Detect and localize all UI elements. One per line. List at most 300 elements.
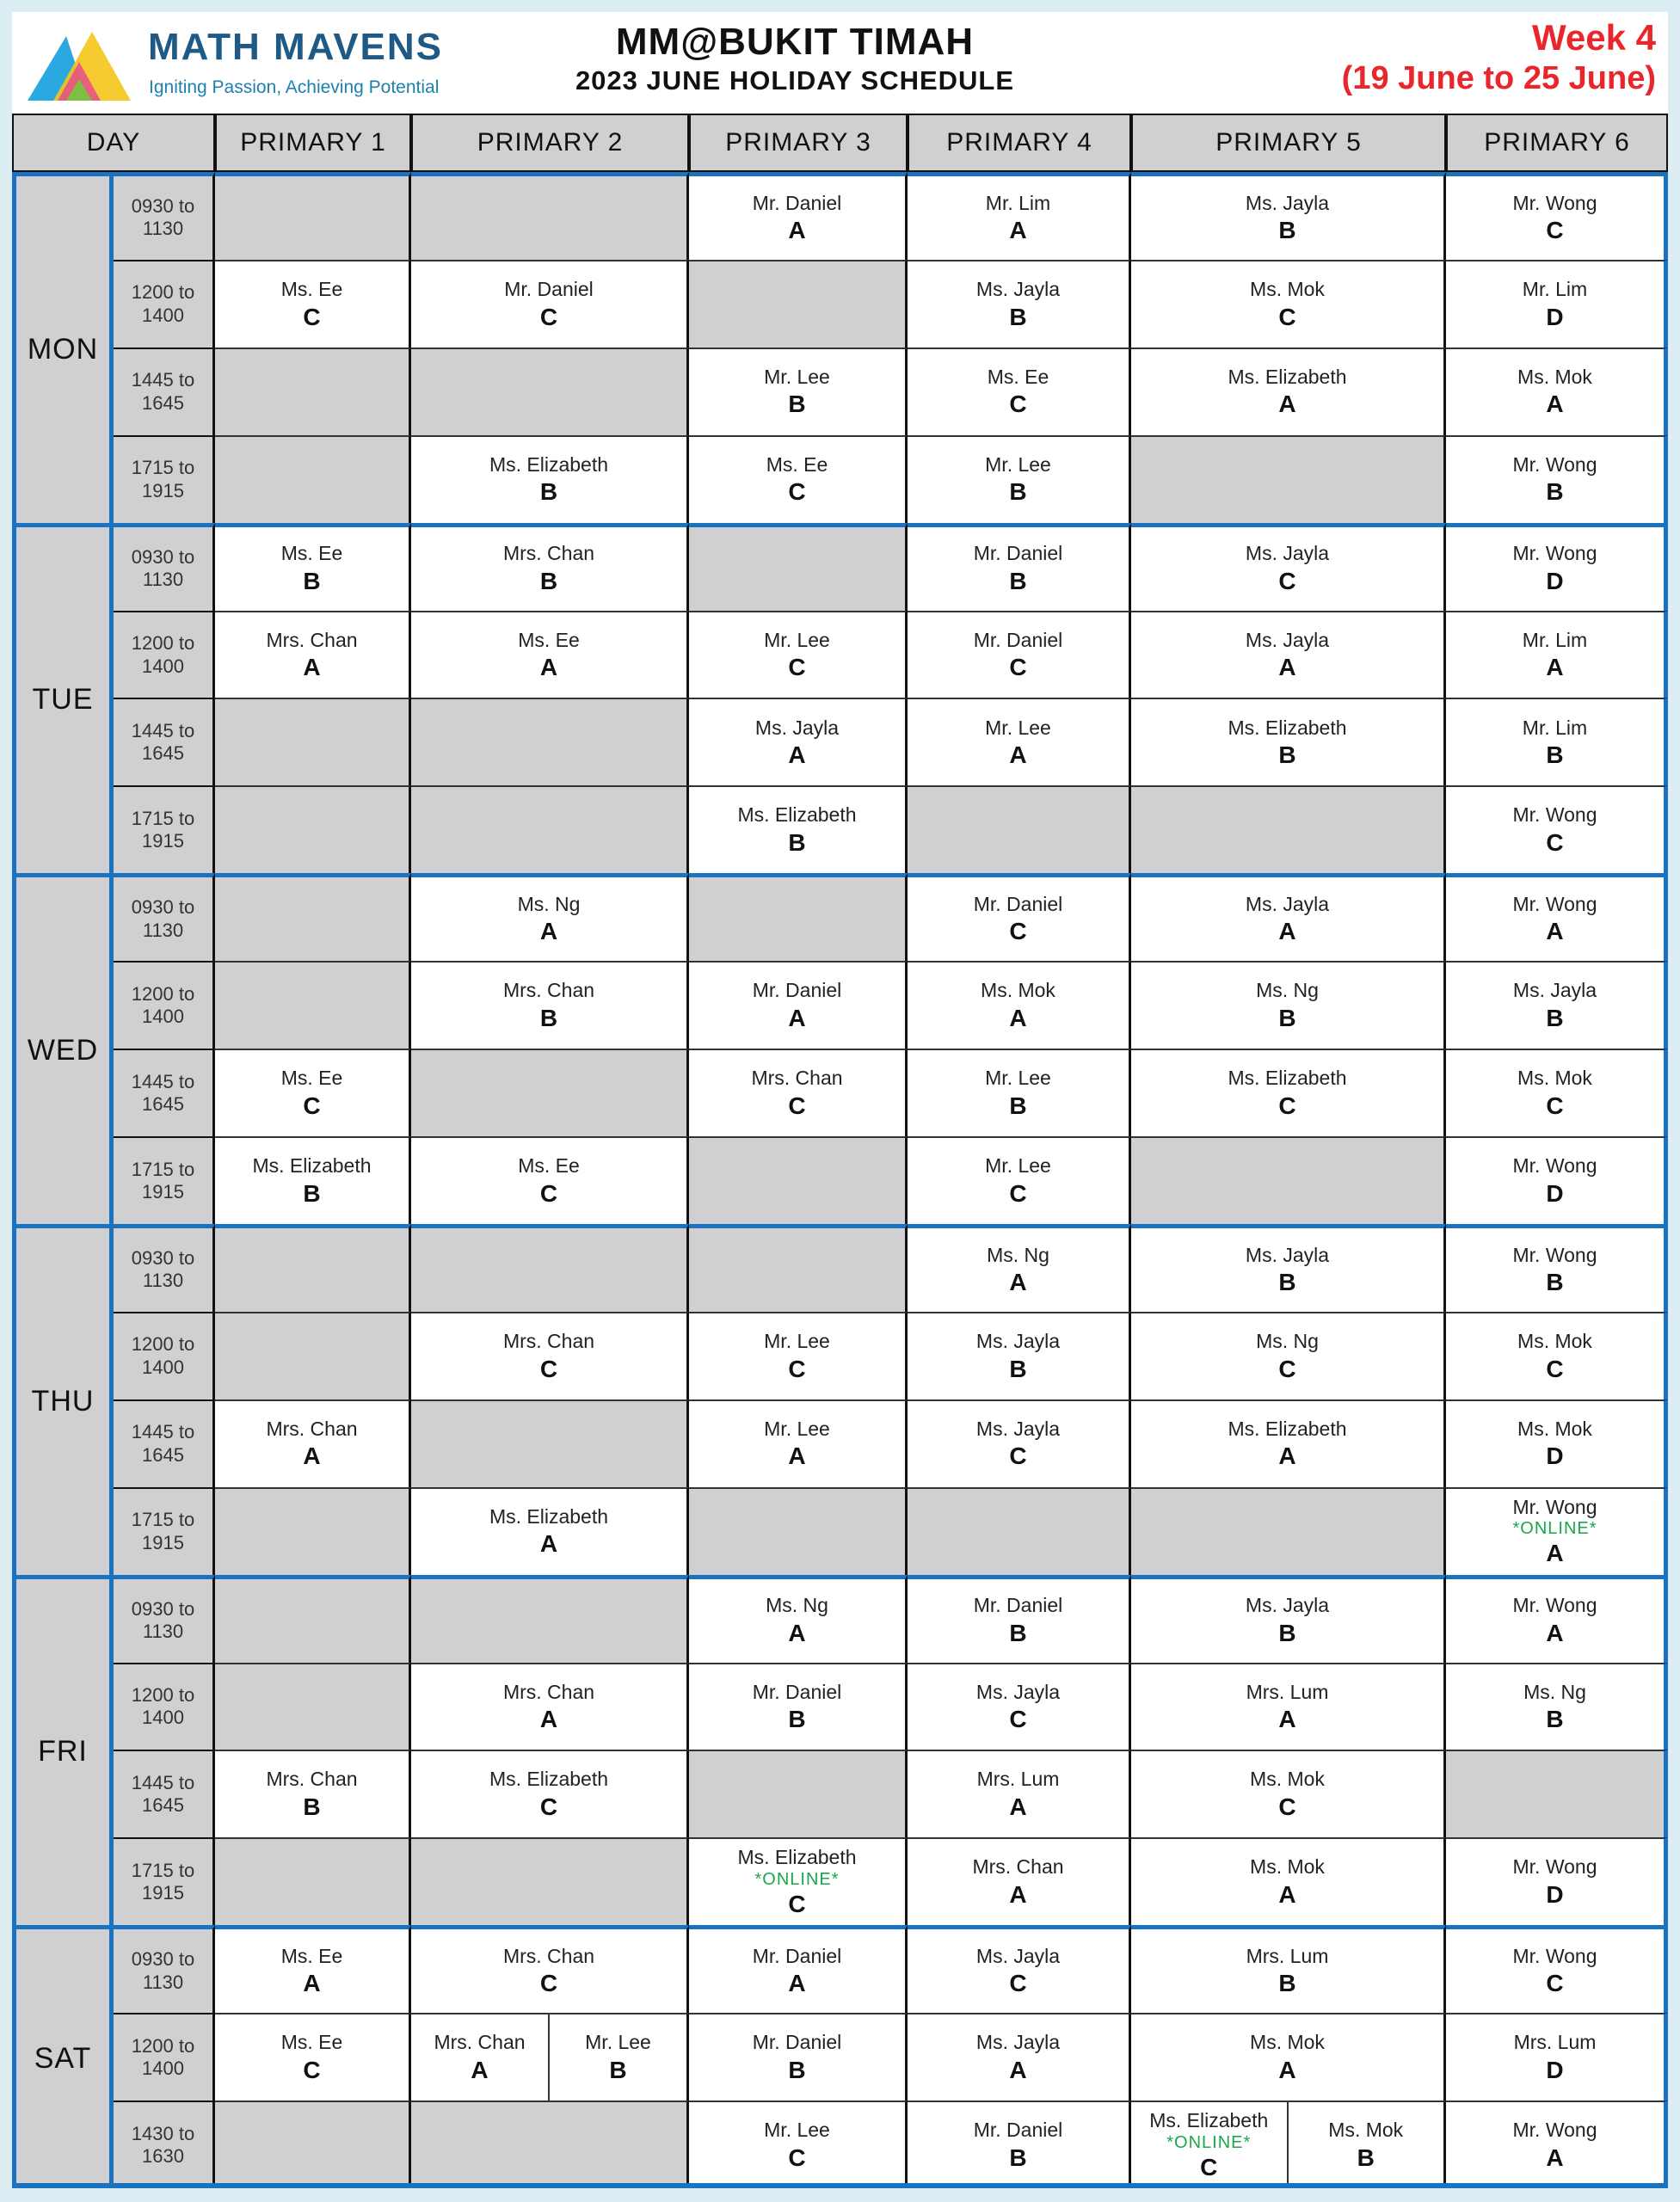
time-slot-text: 0930 to 1130 bbox=[131, 896, 195, 941]
class-cell bbox=[1131, 2013, 1446, 2101]
class-group: A bbox=[1009, 1004, 1027, 1031]
day-label: SAT bbox=[12, 1925, 114, 2188]
online-tag: *ONLINE* bbox=[1166, 2132, 1252, 2152]
class-cell bbox=[908, 611, 1131, 698]
class-group: A bbox=[788, 741, 806, 769]
class-group: A bbox=[1546, 1540, 1564, 1567]
class-group: C bbox=[1546, 217, 1564, 244]
class-cell-half bbox=[548, 2014, 686, 2101]
class-group: B bbox=[539, 478, 558, 506]
teacher-name: Mr. Wong bbox=[1512, 1594, 1597, 1617]
class-cell-half bbox=[1287, 2102, 1444, 2188]
teacher-name: Ms. Elizabeth bbox=[1228, 1417, 1347, 1440]
teacher-name: Mr. Lee bbox=[764, 365, 830, 388]
teacher-name: Mr. Lim bbox=[1522, 277, 1588, 300]
class-cell bbox=[215, 1049, 411, 1136]
time-slot bbox=[114, 1224, 215, 1312]
class-cell bbox=[1131, 961, 1446, 1049]
class-group: B bbox=[1546, 741, 1564, 769]
teacher-name: Mr. Daniel bbox=[504, 277, 594, 300]
class-cell bbox=[411, 961, 689, 1049]
empty-cell bbox=[908, 785, 1131, 873]
class-cell bbox=[908, 260, 1131, 348]
teacher-name: Ms. Elizabeth bbox=[1228, 365, 1347, 388]
teacher-name: Ms. Elizabeth bbox=[737, 803, 857, 827]
class-cell bbox=[1131, 172, 1446, 260]
class-group: B bbox=[303, 1179, 321, 1207]
time-slot-text: 1200 to 1400 bbox=[131, 2034, 195, 2080]
class-group: A bbox=[1009, 1793, 1027, 1821]
empty-cell bbox=[215, 873, 411, 961]
class-group: A bbox=[1009, 2056, 1027, 2083]
teacher-name: Ms. Ee bbox=[518, 1154, 580, 1178]
table-bottom-border bbox=[12, 2183, 1668, 2188]
class-cell bbox=[1446, 2013, 1668, 2101]
teacher-name: Mr. Lee bbox=[985, 1154, 1051, 1178]
time-slot bbox=[114, 961, 215, 1049]
empty-cell bbox=[411, 2101, 689, 2188]
teacher-name: Ms. Elizabeth bbox=[252, 1154, 372, 1178]
teacher-name: Ms. Jayla bbox=[1245, 892, 1330, 915]
teacher-name: Mr. Daniel bbox=[752, 191, 842, 214]
class-cell bbox=[1131, 1663, 1446, 1750]
teacher-name: Ms. Mok bbox=[1517, 1329, 1592, 1352]
teacher-name: Ms. Jayla bbox=[975, 2031, 1061, 2054]
class-group: C bbox=[1009, 391, 1027, 418]
time-slot bbox=[114, 348, 215, 435]
teacher-name: Ms. Mok bbox=[1517, 365, 1592, 388]
teacher-name: Mr. Wong bbox=[1512, 1154, 1597, 1178]
online-tag: *ONLINE* bbox=[1512, 1519, 1597, 1539]
class-group: B bbox=[1009, 567, 1027, 594]
class-group: D bbox=[1546, 567, 1564, 594]
teacher-name: Mr. Wong bbox=[1512, 1243, 1597, 1266]
teacher-name: Ms. Ee bbox=[766, 452, 828, 476]
time-slot bbox=[114, 1312, 215, 1399]
empty-cell bbox=[1446, 1750, 1668, 1837]
title-block bbox=[528, 21, 1062, 96]
empty-cell bbox=[215, 1224, 411, 1312]
time-slot bbox=[114, 1399, 215, 1487]
class-group: C bbox=[1278, 1355, 1296, 1382]
teacher-name: Ms. Mok bbox=[981, 979, 1055, 1002]
schedule-sheet bbox=[12, 12, 1668, 2188]
time-slot bbox=[114, 1575, 215, 1663]
class-cell bbox=[1446, 1224, 1668, 1312]
class-cell bbox=[908, 2101, 1131, 2188]
class-cell bbox=[1446, 1575, 1668, 1663]
class-group: D bbox=[1546, 1442, 1564, 1470]
class-group: C bbox=[1200, 2153, 1218, 2180]
time-slot-text: 1200 to 1400 bbox=[131, 281, 195, 326]
class-cell bbox=[908, 2013, 1131, 2101]
empty-cell bbox=[689, 260, 908, 348]
class-cell bbox=[1446, 172, 1668, 260]
column-header: PRIMARY 3 bbox=[689, 114, 908, 172]
class-group: C bbox=[303, 1092, 321, 1119]
empty-cell bbox=[215, 1837, 411, 1925]
class-cell bbox=[215, 1750, 411, 1837]
class-cell bbox=[1446, 260, 1668, 348]
empty-cell bbox=[689, 1487, 908, 1575]
class-cell bbox=[411, 1925, 689, 2013]
column-header: PRIMARY 6 bbox=[1446, 114, 1668, 172]
time-slot bbox=[114, 1663, 215, 1750]
class-group: A bbox=[1278, 1706, 1296, 1733]
empty-cell bbox=[411, 698, 689, 785]
teacher-name: Mr. Daniel bbox=[973, 2119, 1063, 2142]
teacher-name: Ms. Ng bbox=[1256, 979, 1319, 1002]
time-slot-text: 0930 to 1130 bbox=[131, 1597, 195, 1643]
class-cell bbox=[411, 1663, 689, 1750]
class-group: B bbox=[1009, 478, 1027, 506]
class-cell bbox=[215, 260, 411, 348]
math-mavens-logo bbox=[28, 19, 475, 114]
teacher-name: Mr. Daniel bbox=[752, 979, 842, 1002]
class-cell bbox=[908, 523, 1131, 611]
column-header: DAY bbox=[12, 114, 215, 172]
class-group: D bbox=[1546, 1881, 1564, 1908]
class-cell bbox=[1446, 1049, 1668, 1136]
teacher-name: Mr. Daniel bbox=[973, 542, 1063, 565]
class-cell bbox=[689, 1837, 908, 1925]
class-cell bbox=[908, 873, 1131, 961]
empty-cell bbox=[1131, 785, 1446, 873]
teacher-name: Mrs. Lum bbox=[1513, 2031, 1597, 2054]
class-cell bbox=[1131, 1925, 1446, 2013]
time-slot-text: 1445 to 1645 bbox=[131, 369, 195, 414]
teacher-name: Ms. Mok bbox=[1250, 1768, 1325, 1791]
class-group: C bbox=[1546, 1092, 1564, 1119]
class-cell bbox=[908, 961, 1131, 1049]
teacher-name: Mr. Lee bbox=[764, 1329, 830, 1352]
class-group: B bbox=[1278, 1004, 1296, 1031]
day-label: WED bbox=[12, 873, 114, 1224]
class-group: B bbox=[1009, 1619, 1027, 1646]
class-group: A bbox=[1546, 918, 1564, 945]
time-slot bbox=[114, 1136, 215, 1224]
class-cell bbox=[215, 1399, 411, 1487]
class-cell bbox=[908, 348, 1131, 435]
class-group: A bbox=[303, 654, 321, 681]
teacher-name: Ms. Jayla bbox=[975, 277, 1061, 300]
teacher-name: Mrs. Lum bbox=[1246, 1680, 1329, 1703]
class-group: C bbox=[303, 303, 321, 330]
class-cell bbox=[908, 1575, 1131, 1663]
empty-cell bbox=[689, 1750, 908, 1837]
class-group: C bbox=[1009, 1970, 1027, 1997]
logo-name: MATH MAVENS bbox=[148, 26, 444, 68]
class-group: A bbox=[1278, 2056, 1296, 2083]
class-group: B bbox=[1357, 2144, 1375, 2171]
teacher-name: Ms. Jayla bbox=[1512, 979, 1597, 1002]
teacher-name: Mrs. Chan bbox=[502, 542, 595, 565]
teacher-name: Ms. Ee bbox=[280, 1067, 343, 1090]
class-cell bbox=[1446, 698, 1668, 785]
class-cell bbox=[1446, 1663, 1668, 1750]
time-slot-text: 1430 to 1630 bbox=[131, 2122, 195, 2168]
class-cell bbox=[908, 1837, 1131, 1925]
schedule-table bbox=[12, 114, 1668, 2188]
class-group: B bbox=[1009, 1355, 1027, 1382]
class-group: A bbox=[788, 217, 806, 244]
class-cell bbox=[1446, 873, 1668, 961]
class-cell bbox=[689, 611, 908, 698]
teacher-name: Ms. Jayla bbox=[975, 1329, 1061, 1352]
class-group: A bbox=[1009, 1881, 1027, 1908]
class-cell bbox=[1446, 1136, 1668, 1224]
teacher-name: Ms. Mok bbox=[1250, 2031, 1325, 2054]
time-slot bbox=[114, 785, 215, 873]
class-group: C bbox=[788, 1355, 806, 1382]
teacher-name: Ms. Jayla bbox=[975, 1944, 1061, 1967]
class-cell bbox=[1446, 435, 1668, 523]
class-group: B bbox=[539, 1004, 558, 1031]
class-group: A bbox=[539, 1706, 558, 1733]
teacher-name: Ms. Ee bbox=[518, 628, 580, 651]
class-group: C bbox=[1009, 918, 1027, 945]
empty-cell bbox=[411, 1837, 689, 1925]
teacher-name: Ms. Jayla bbox=[754, 716, 840, 739]
teacher-name: Ms. Mok bbox=[1517, 1417, 1592, 1440]
class-group: C bbox=[788, 1891, 806, 1917]
class-cell bbox=[689, 785, 908, 873]
class-cell bbox=[215, 1925, 411, 2013]
class-group: B bbox=[303, 567, 321, 594]
teacher-name: Mr. Daniel bbox=[752, 2031, 842, 2054]
teacher-name: Mr. Wong bbox=[1512, 1944, 1597, 1967]
teacher-name: Ms. Elizabeth bbox=[737, 1846, 857, 1869]
teacher-name: Ms. Elizabeth bbox=[1228, 716, 1347, 739]
teacher-name: Mr. Wong bbox=[1512, 1495, 1597, 1518]
class-group: A bbox=[1278, 918, 1296, 945]
teacher-name: Mrs. Chan bbox=[266, 628, 358, 651]
class-cell bbox=[908, 1312, 1131, 1399]
class-cell bbox=[1446, 1837, 1668, 1925]
logo-triangles-icon bbox=[28, 28, 131, 105]
teacher-name: Ms. Ee bbox=[280, 277, 343, 300]
class-cell bbox=[1131, 348, 1446, 435]
teacher-name: Ms. Mok bbox=[1250, 277, 1325, 300]
empty-cell bbox=[411, 1224, 689, 1312]
teacher-name: Ms. Jayla bbox=[1245, 628, 1330, 651]
class-group: B bbox=[1546, 1004, 1564, 1031]
empty-cell bbox=[689, 873, 908, 961]
online-tag: *ONLINE* bbox=[754, 1870, 840, 1889]
class-group: C bbox=[539, 1970, 558, 1997]
class-group: A bbox=[539, 918, 558, 945]
time-slot bbox=[114, 1487, 215, 1575]
teacher-name: Ms. Ng bbox=[1523, 1680, 1586, 1703]
class-group: C bbox=[1546, 1970, 1564, 1997]
class-cell bbox=[689, 1399, 908, 1487]
week-block bbox=[1342, 17, 1656, 97]
class-cell bbox=[1446, 611, 1668, 698]
class-group: C bbox=[788, 478, 806, 506]
class-group: C bbox=[539, 1355, 558, 1382]
teacher-name: Ms. Elizabeth bbox=[489, 1768, 609, 1791]
class-cell bbox=[411, 1136, 689, 1224]
class-group: A bbox=[539, 654, 558, 681]
class-group: C bbox=[539, 1179, 558, 1207]
teacher-name: Mr. Daniel bbox=[752, 1944, 842, 1967]
class-group: B bbox=[1009, 303, 1027, 330]
teacher-name: Ms. Ng bbox=[987, 1243, 1049, 1266]
time-slot-text: 1445 to 1645 bbox=[131, 1771, 195, 1817]
class-cell bbox=[1131, 1312, 1446, 1399]
column-header: PRIMARY 2 bbox=[411, 114, 689, 172]
teacher-name: Mr. Wong bbox=[1512, 803, 1597, 827]
teacher-name: Ms. Ee bbox=[987, 365, 1049, 388]
time-slot bbox=[114, 523, 215, 611]
class-group: B bbox=[1278, 1619, 1296, 1646]
class-group: B bbox=[303, 1793, 321, 1821]
class-cell bbox=[1446, 961, 1668, 1049]
class-cell bbox=[411, 1487, 689, 1575]
day-label: THU bbox=[12, 1224, 114, 1575]
time-slot-text: 1200 to 1400 bbox=[131, 1333, 195, 1378]
class-cell bbox=[411, 873, 689, 961]
teacher-name: Mr. Daniel bbox=[752, 1680, 842, 1703]
time-slot-text: 1200 to 1400 bbox=[131, 1684, 195, 1729]
teacher-name: Mrs. Chan bbox=[502, 1944, 595, 1967]
teacher-name: Mrs. Lum bbox=[976, 1768, 1060, 1791]
class-group: B bbox=[1009, 1092, 1027, 1119]
empty-cell bbox=[215, 2101, 411, 2188]
class-group: C bbox=[539, 1793, 558, 1821]
time-slot-text: 1445 to 1645 bbox=[131, 1070, 195, 1116]
class-cell bbox=[908, 1136, 1131, 1224]
empty-cell bbox=[411, 172, 689, 260]
class-cell bbox=[689, 1925, 908, 2013]
empty-cell bbox=[215, 1575, 411, 1663]
class-group: C bbox=[1009, 654, 1027, 681]
class-cell bbox=[908, 1224, 1131, 1312]
class-group: A bbox=[788, 1970, 806, 1997]
day-label: TUE bbox=[12, 523, 114, 874]
class-group: B bbox=[1546, 1269, 1564, 1296]
class-cell bbox=[1131, 611, 1446, 698]
class-cell bbox=[908, 1399, 1131, 1487]
empty-cell bbox=[215, 1487, 411, 1575]
class-cell bbox=[689, 2101, 908, 2188]
time-slot-text: 1715 to 1915 bbox=[131, 1859, 195, 1904]
time-slot-text: 0930 to 1130 bbox=[131, 1247, 195, 1292]
class-group: A bbox=[1546, 654, 1564, 681]
class-group: A bbox=[788, 1442, 806, 1470]
class-cell bbox=[1131, 698, 1446, 785]
teacher-name: Ms. Jayla bbox=[1245, 1594, 1330, 1617]
time-slot-text: 1715 to 1915 bbox=[131, 1158, 195, 1202]
class-group: B bbox=[1278, 741, 1296, 769]
class-cell bbox=[411, 260, 689, 348]
teacher-name: Ms. Ng bbox=[1256, 1329, 1319, 1352]
teacher-name: Mr. Wong bbox=[1512, 452, 1597, 476]
class-cell bbox=[1446, 2101, 1668, 2188]
time-slot bbox=[114, 1837, 215, 1925]
class-cell bbox=[689, 1663, 908, 1750]
class-group: A bbox=[1546, 1619, 1564, 1646]
time-slot bbox=[114, 698, 215, 785]
class-group: B bbox=[1009, 2144, 1027, 2171]
class-cell bbox=[215, 611, 411, 698]
class-cell bbox=[908, 698, 1131, 785]
teacher-name: Mr. Lee bbox=[764, 2119, 830, 2142]
time-slot bbox=[114, 1925, 215, 2013]
column-header: PRIMARY 5 bbox=[1131, 114, 1446, 172]
day-label: FRI bbox=[12, 1575, 114, 1926]
class-group: A bbox=[1009, 217, 1027, 244]
teacher-name: Ms. Mok bbox=[1517, 1067, 1592, 1090]
teacher-name: Ms. Ng bbox=[517, 892, 581, 915]
class-cell bbox=[411, 435, 689, 523]
empty-cell bbox=[411, 348, 689, 435]
class-cell bbox=[689, 1312, 908, 1399]
class-cell bbox=[1131, 260, 1446, 348]
teacher-name: Mrs. Chan bbox=[972, 1855, 1064, 1879]
time-slot bbox=[114, 172, 215, 260]
class-group: C bbox=[1278, 1092, 1296, 1119]
time-slot bbox=[114, 873, 215, 961]
class-cell bbox=[1131, 2101, 1446, 2188]
time-slot bbox=[114, 2013, 215, 2101]
empty-cell bbox=[1131, 1487, 1446, 1575]
empty-cell bbox=[215, 698, 411, 785]
class-group: B bbox=[1278, 1269, 1296, 1296]
class-group: A bbox=[1278, 654, 1296, 681]
class-group: C bbox=[788, 1092, 806, 1119]
class-group: C bbox=[539, 303, 558, 330]
teacher-name: Ms. Ee bbox=[280, 2031, 343, 2054]
teacher-name: Ms. Elizabeth bbox=[489, 452, 609, 476]
class-cell bbox=[1131, 1049, 1446, 1136]
time-slot bbox=[114, 1049, 215, 1136]
teacher-name: Mrs. Chan bbox=[751, 1067, 843, 1090]
class-cell bbox=[215, 2013, 411, 2101]
class-group: A bbox=[1009, 1269, 1027, 1296]
week-date-range: (19 June to 25 June) bbox=[1341, 60, 1656, 96]
teacher-name: Mr. Wong bbox=[1512, 542, 1597, 565]
teacher-name: Mrs. Lum bbox=[1246, 1944, 1329, 1967]
class-group: A bbox=[788, 1619, 806, 1646]
class-group: A bbox=[1009, 741, 1027, 769]
class-cell bbox=[411, 611, 689, 698]
class-group: A bbox=[539, 1530, 558, 1558]
class-group: C bbox=[1546, 829, 1564, 857]
teacher-name: Mr. Lim bbox=[1522, 628, 1588, 651]
class-group: A bbox=[471, 2056, 489, 2083]
time-slot-text: 0930 to 1130 bbox=[131, 545, 195, 591]
time-slot bbox=[114, 260, 215, 348]
class-group: B bbox=[1546, 478, 1564, 506]
class-cell bbox=[1446, 523, 1668, 611]
class-group: C bbox=[1009, 1179, 1027, 1207]
teacher-name: Mr. Lee bbox=[985, 716, 1051, 739]
class-group: C bbox=[1009, 1706, 1027, 1733]
time-slot-text: 1445 to 1645 bbox=[131, 1421, 195, 1466]
teacher-name: Ms. Jayla bbox=[975, 1680, 1061, 1703]
teacher-name: Ms. Elizabeth bbox=[1149, 2109, 1269, 2132]
class-cell bbox=[215, 1136, 411, 1224]
class-cell bbox=[1131, 1399, 1446, 1487]
class-cell bbox=[908, 1925, 1131, 2013]
teacher-name: Mr. Wong bbox=[1512, 191, 1597, 214]
class-cell bbox=[411, 1312, 689, 1399]
class-group: B bbox=[1546, 1706, 1564, 1733]
class-group: C bbox=[1278, 303, 1296, 330]
class-cell bbox=[689, 1575, 908, 1663]
class-group: B bbox=[1278, 1970, 1296, 1997]
